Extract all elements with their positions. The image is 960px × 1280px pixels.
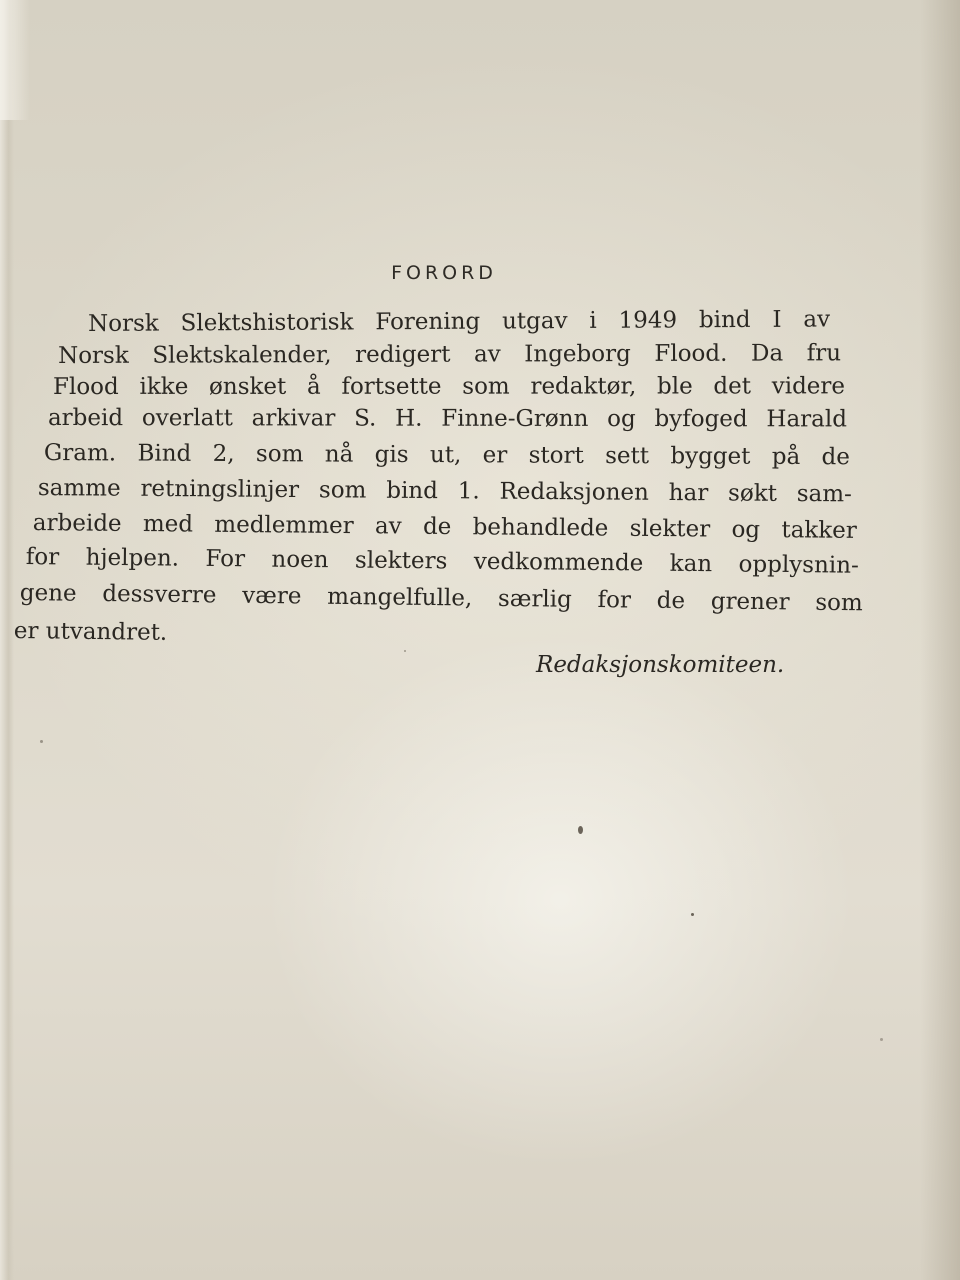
paper-speck [578,826,583,834]
body-line: for hjelpen. For noen slekters vedkommende kan opplysnin- [25,544,859,579]
body-line: samme retningslinjer som bind 1. Redaksjonen har søkt sam- [37,475,852,508]
page-shadow [920,0,960,1280]
page-edge-highlight [0,0,30,120]
signature: Redaksjonskomiteen. [536,652,785,678]
paper-speck [40,740,43,743]
paper-speck [880,1038,883,1041]
body-line: Gram. Bind 2, som nå gis ut, er stort sett bygget på de [43,440,850,471]
body-line: arbeide med medlemmer av de behandlede slekter og takker [32,510,857,544]
paper-speck [404,650,406,652]
body-line: Flood ikke ønsket å fortsette som redaktør, ble det videre [53,373,846,400]
body-line: arbeid overlatt arkivar S. H. Finne-Grønn og byfoged Harald [47,405,847,433]
body-line-last: er utvandret. [13,618,168,646]
page-heading: FORORD [391,262,497,284]
body-line: Norsk Slektshistorisk Forening utgav i 1949 bind I av [88,306,831,337]
body-line: Norsk Slektskalender, redigert av Ingeborg Flood. Da fru [58,340,842,369]
paper-speck [691,913,694,916]
body-line: gene dessverre være mangelfulle, særlig for de grener som [19,580,863,617]
page-edge [0,0,14,1280]
